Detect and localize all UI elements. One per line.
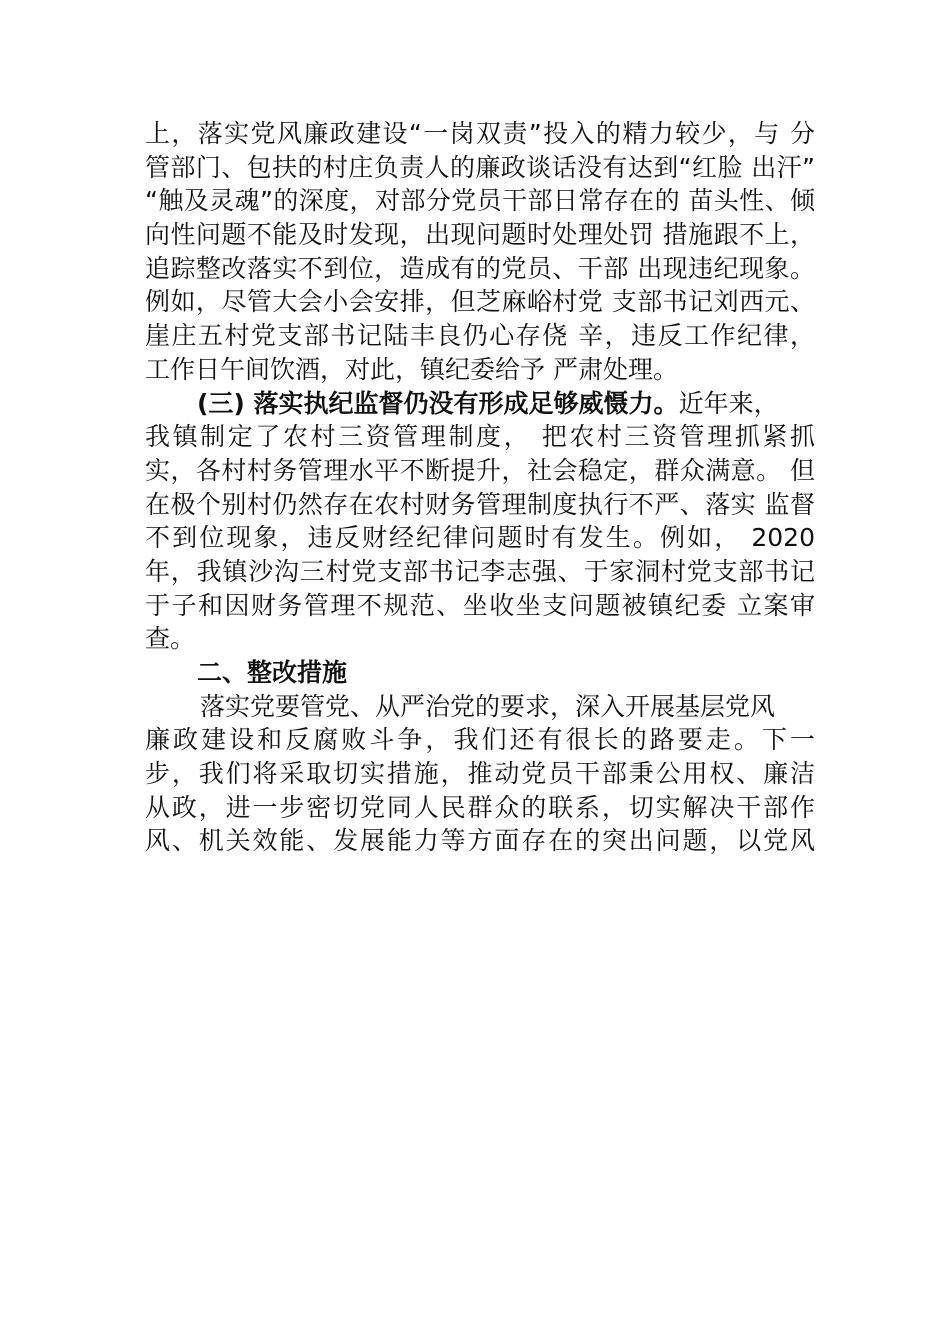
paragraph-line: 我镇制定了农村三资管理制度， 把农村三资管理抓紧抓 <box>145 422 815 452</box>
paragraph-line: 步，我们将采取切实措施，推动党员干部秉公用权、廉洁 <box>145 759 815 789</box>
document-body <box>145 117 815 858</box>
paragraph-line: 于子和因财务管理不规范、坐收坐支问题被镇纪委 立案审 <box>145 590 815 620</box>
paragraph-line: 崖庄五村党支部书记陆丰良仍心存侥 辛，违反工作纪律， <box>145 321 815 351</box>
section-heading: 二、整改措施 <box>197 658 348 687</box>
paragraph-line: 廉政建设和反腐败斗争，我们还有很长的路要走。下一 <box>145 725 815 755</box>
paragraph-line: “触及灵魂”的深度，对部分党员干部日常存在的 苗头性、倾 <box>145 186 815 216</box>
paragraph-line: 不到位现象，违反财经纪律问题时有发生。例如， 2020 <box>145 523 815 553</box>
paragraph-line: 上，落实党风廉政建设“一岗双责”投入的精力较少，与 分 <box>145 119 815 148</box>
paragraph-line: 例如，尽管大会小会安排，但芝麻峪村党 支部书记刘西元、 <box>145 287 815 317</box>
paragraph-line: 从政，进一步密切党同人民群众的联系，切实解决干部作 <box>145 792 815 822</box>
paragraph-line: 风、机关效能、发展能力等方面存在的突出问题，以党风 <box>145 826 815 856</box>
paragraph-line: 工作日午间饮酒，对此，镇纪委给予 严肃处理。 <box>145 354 678 384</box>
paragraph-line: 实，各村村务管理水平不断提升，社会稳定，群众满意。 但 <box>145 455 815 485</box>
paragraph-line: 查。 <box>145 624 196 654</box>
paragraph-line <box>145 387 815 421</box>
paragraph-line: 追踪整改落实不到位，造成有的党员、干部 出现违纪现象。 <box>145 253 815 283</box>
paragraph-line: 年，我镇沙沟三村党支部书记李志强、于家洞村党支部书记 <box>145 556 815 586</box>
paragraph-text: 近年来， <box>678 388 779 418</box>
paragraph-line: 在极个别村仍然存在农村财务管理制度执行不严、落实 监督 <box>145 489 815 519</box>
paragraph-line: 落实党要管党、从严治党的要求，深入开展基层党风 <box>200 691 776 721</box>
paragraph-line: 管部门、包扶的村庄负责人的廉政谈话没有达到“红脸 出汗” <box>145 152 815 182</box>
paragraph-line: 向性问题不能及时发现，出现问题时处理处罚 措施跟不上， <box>145 220 815 250</box>
subsection-heading: (三) 落实执纪监督仍没有形成足够威慑力。 <box>197 388 679 418</box>
